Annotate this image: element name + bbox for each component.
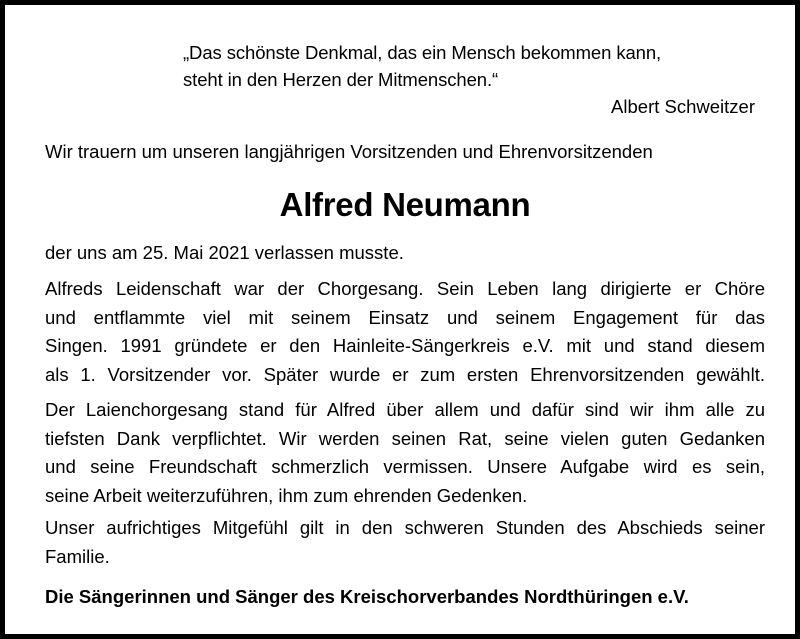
quote: [183, 39, 661, 93]
passing-line: der uns am 25. Mai 2021 verlassen musste.: [45, 242, 404, 263]
paragraph-line: und seine Freundschaft schmerzlich vermissen. Unsere Aufgabe wird es sein,: [45, 456, 765, 477]
paragraph-gratitude: [45, 396, 765, 510]
passing-text: [45, 239, 765, 268]
paragraph-condolence: [45, 514, 765, 571]
paragraph-line: als 1. Vorsitzender vor. Später wurde er zum ersten Ehrenvorsitzenden gewählt.: [45, 363, 765, 385]
paragraph-line: und entflammte viel mit seinem Einsatz und seinem Engagement für das: [45, 306, 765, 328]
deceased-name: Alfred Neumann: [279, 186, 531, 223]
quote-line: steht in den Herzen der Mitmenschen.“: [183, 69, 499, 90]
paragraph-line: Unser aufrichtiges Mitgefühl gilt in den schweren Stunden des Abschieds seiner: [45, 517, 765, 538]
signature: Die Sängerinnen und Sänger des Kreischorverbandes Nordthüringen e.V.: [45, 586, 689, 607]
paragraph-line: Alfreds Leidenschaft war der Chorgesang. Sein Leben lang dirigierte er Chöre: [45, 278, 765, 299]
paragraph-line: Der Laienchorgesang stand für Alfred über allem und dafür sind wir ihm alle zu: [45, 399, 765, 420]
paragraph-line: Familie.: [45, 545, 110, 567]
quote-author: Albert Schweitzer: [611, 96, 755, 117]
paragraph-line: Singen. 1991 gründete er den Hainleite-Sängerkreis e.V. mit und stand diesem: [45, 335, 765, 356]
paragraph-passion: [45, 275, 765, 389]
quote-line: „Das schönste Denkmal, das ein Mensch bekommen kann,: [183, 42, 662, 63]
paragraph-line: tiefsten Dank verpflichtet. Wir werden seinen Rat, seine vielen guten Gedanken: [45, 427, 765, 449]
paragraph-line: seine Arbeit weiterzuführen, ihm zum ehrenden Gedenken.: [45, 484, 528, 506]
intro-text: Wir trauern um unseren langjährigen Vorsitzenden und Ehrenvorsitzenden: [45, 141, 653, 162]
